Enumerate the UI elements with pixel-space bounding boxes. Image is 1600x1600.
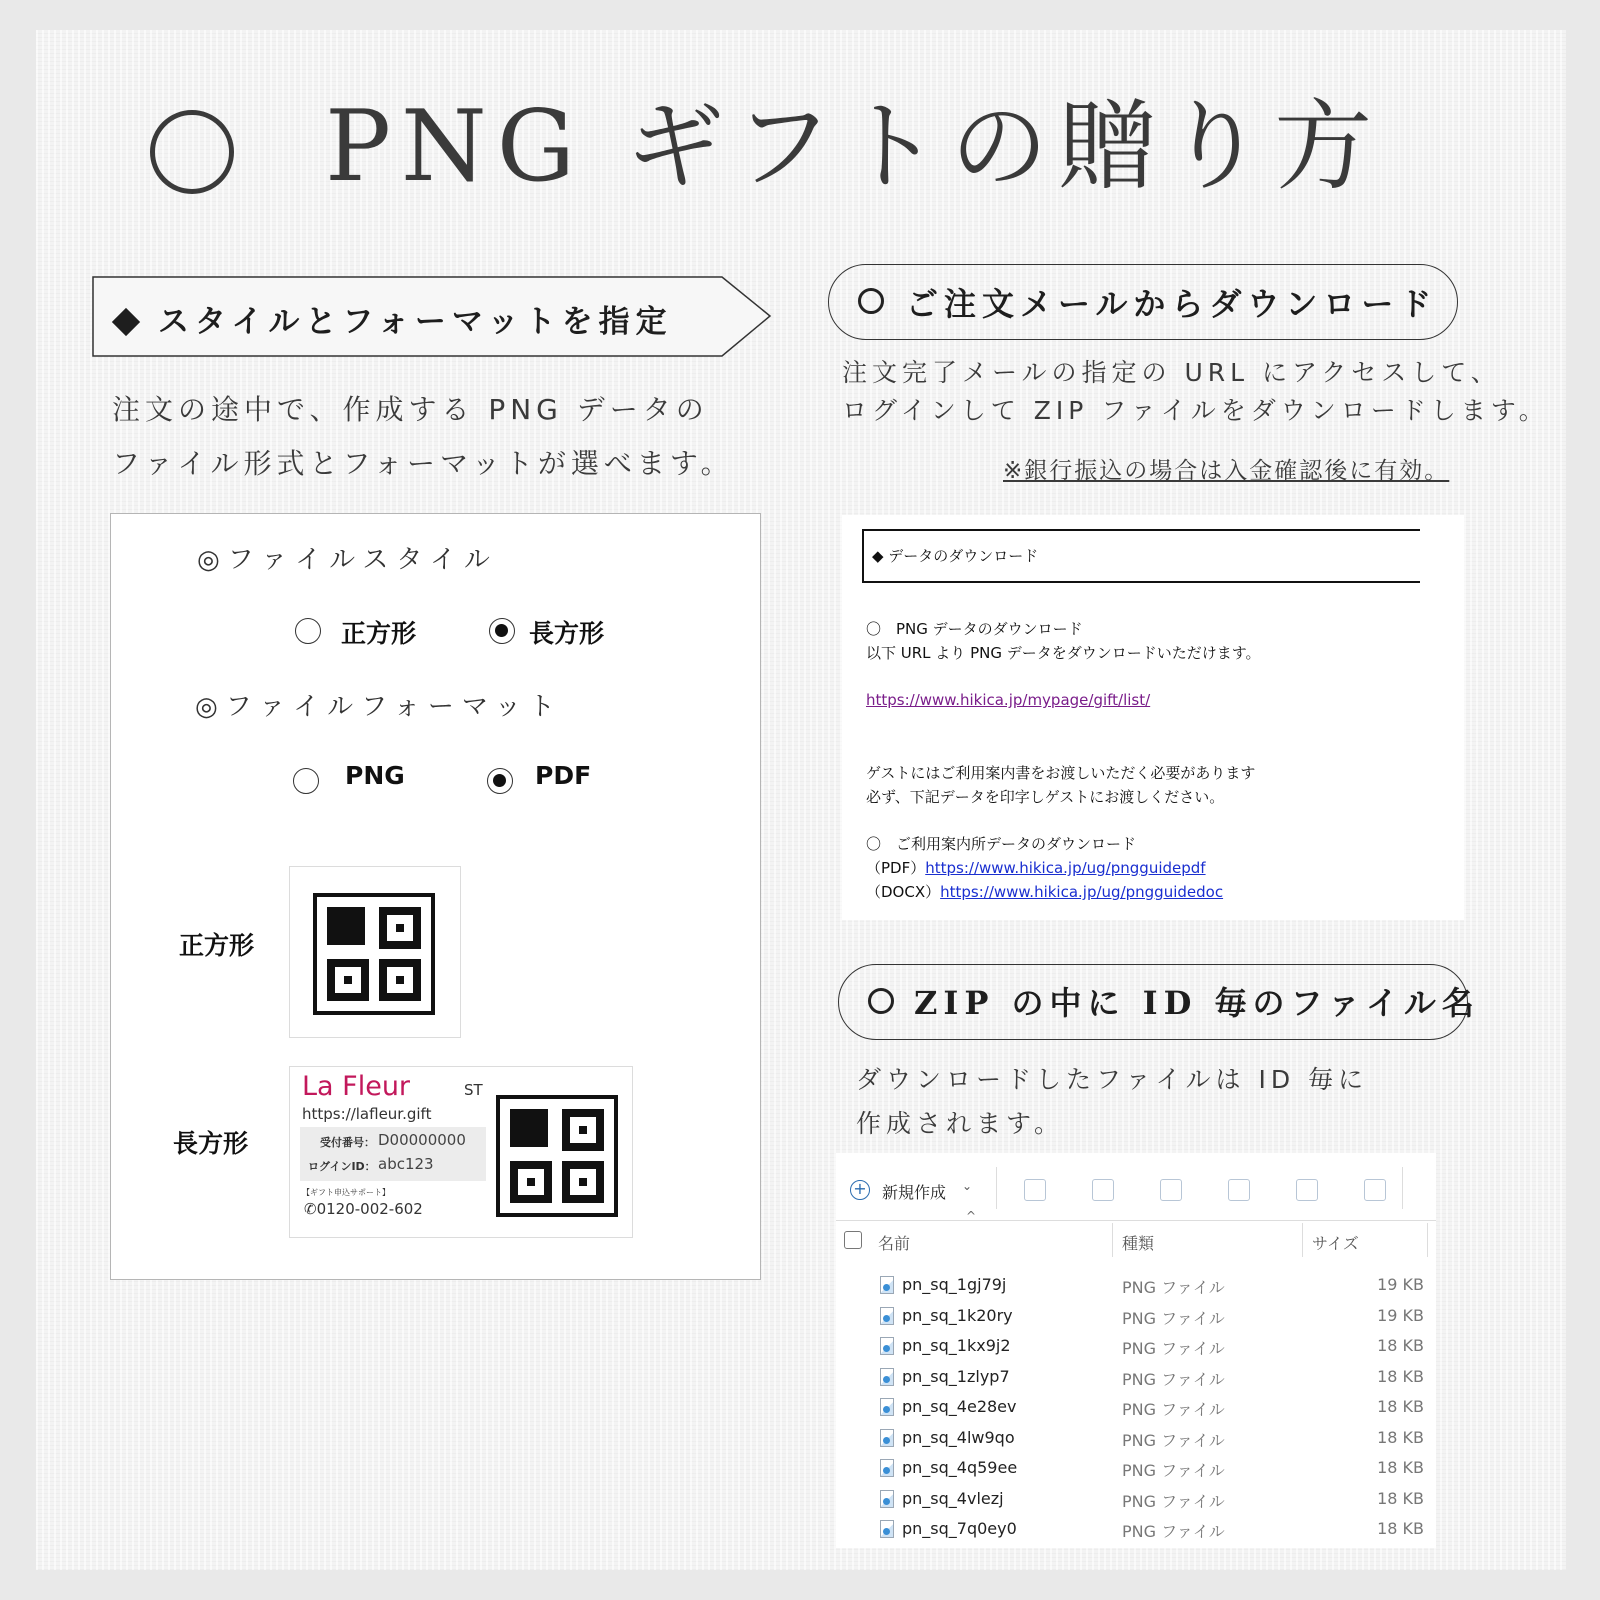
- cut-icon[interactable]: [1024, 1179, 1046, 1201]
- file-name: pn_sq_4vlezj: [902, 1488, 1004, 1508]
- file-type: PNG ファイル: [1122, 1339, 1225, 1358]
- pdf-guide-row: （PDF）https://www.hikica.jp/ug/pngguidepdf: [866, 859, 1206, 877]
- png-file-icon: [880, 1490, 894, 1508]
- docx-guide-row: （DOCX）https://www.hikica.jp/ug/pngguidedoc: [866, 883, 1224, 901]
- settings-panel: [110, 513, 761, 1280]
- title-circle-icon: [150, 110, 234, 194]
- style-format-heading: スタイルとフォーマットを指定: [112, 296, 673, 341]
- file-format-heading: ◎ファイルフォーマット: [195, 692, 563, 722]
- style-label-square: 正方形: [341, 619, 417, 648]
- brand-logo: La Fleur: [302, 1071, 411, 1102]
- format-radio-png[interactable]: [293, 768, 319, 794]
- login-id-label: ログインID：: [308, 1160, 376, 1173]
- paste-icon[interactable]: [1160, 1179, 1182, 1201]
- file-type: PNG ファイル: [1122, 1522, 1225, 1541]
- circle-icon: [858, 288, 884, 314]
- png-file-icon: [880, 1520, 894, 1538]
- file-explorer: [836, 1153, 1436, 1548]
- png-file-icon: [880, 1276, 894, 1294]
- download-description: 注文完了メールの指定の URL にアクセスして、 ログインして ZIP ファイルをダウンロードします。: [842, 358, 1549, 425]
- file-type: PNG ファイル: [1122, 1369, 1225, 1389]
- support-label: 【ギフト申込サポート】: [302, 1188, 390, 1197]
- docx-guide-link[interactable]: https://www.hikica.jp/ug/pngguidedoc: [940, 883, 1224, 901]
- file-type: PNG ファイル: [1122, 1430, 1225, 1450]
- style-format-description: 注文の途中で、作成する PNG データの ファイル形式とフォーマットが選べます。: [112, 393, 734, 480]
- file-type: PNG ファイル: [1122, 1491, 1225, 1511]
- file-style-heading: ◎ファイルスタイル: [197, 545, 498, 575]
- square-sample-label: 正方形: [179, 931, 255, 960]
- file-type: PNG ファイル: [1122, 1278, 1225, 1297]
- style-badge: ST: [464, 1081, 483, 1099]
- new-button-label: 新規作成: [882, 1183, 947, 1202]
- column-size[interactable]: サイズ: [1312, 1234, 1359, 1253]
- file-row[interactable]: [836, 1336, 1436, 1362]
- login-id-value: abc123: [378, 1155, 434, 1173]
- png-download-link[interactable]: https://www.hikica.jp/mypage/gift/list/: [866, 691, 1151, 709]
- pdf-guide-link[interactable]: https://www.hikica.jp/ug/pngguidepdf: [925, 859, 1206, 877]
- email-section-header: ◆ データのダウンロード: [872, 547, 1039, 565]
- guest-notice-line2: 必ず、下記データを印字しゲストにお渡しください。: [866, 788, 1225, 806]
- png-download-title: 〇 PNG データのダウンロード: [866, 620, 1083, 638]
- file-type: PNG ファイル: [1122, 1461, 1225, 1480]
- column-name[interactable]: 名前: [878, 1234, 911, 1253]
- png-file-icon: [880, 1429, 894, 1447]
- file-size: 18 KB: [1377, 1488, 1424, 1508]
- circle-icon: [868, 988, 894, 1014]
- style-radio-rect[interactable]: [489, 618, 515, 644]
- file-row[interactable]: [836, 1367, 1436, 1393]
- file-row[interactable]: [836, 1275, 1436, 1301]
- square-card: [289, 866, 461, 1038]
- file-row[interactable]: [836, 1458, 1436, 1484]
- qr-code-icon: [496, 1095, 618, 1217]
- file-name: pn_sq_1kx9j2: [902, 1336, 1011, 1355]
- file-name: pn_sq_4lw9qo: [902, 1427, 1015, 1447]
- format-label-png: PNG: [345, 761, 405, 790]
- file-row[interactable]: [836, 1428, 1436, 1454]
- file-name: pn_sq_4q59ee: [902, 1458, 1018, 1477]
- style-label-rect: 長方形: [529, 619, 605, 648]
- email-screenshot: [842, 515, 1464, 920]
- file-size: 19 KB: [1377, 1305, 1424, 1325]
- file-size: 19 KB: [1377, 1275, 1424, 1294]
- chevron-down-icon: ⌄: [962, 1179, 973, 1193]
- guest-notice-line1: ゲストにはご利用案内書をお渡しいただく必要があります: [866, 764, 1256, 782]
- rename-icon[interactable]: [1228, 1179, 1250, 1201]
- file-size: 18 KB: [1377, 1336, 1424, 1355]
- rect-card: [289, 1066, 633, 1238]
- select-all-checkbox[interactable]: [844, 1231, 862, 1249]
- style-radio-square[interactable]: [295, 618, 321, 644]
- file-name: pn_sq_1zlyp7: [902, 1366, 1010, 1386]
- copy-icon[interactable]: [1092, 1179, 1114, 1201]
- file-row[interactable]: [836, 1519, 1436, 1545]
- support-phone: ✆0120-002-602: [304, 1200, 423, 1218]
- bank-transfer-note: ※銀行振込の場合は入金確認後に有効。: [1003, 458, 1450, 484]
- file-row[interactable]: [836, 1397, 1436, 1423]
- file-name: pn_sq_1gj79j: [902, 1275, 1007, 1294]
- png-file-icon: [880, 1307, 894, 1325]
- zip-heading: ZIP の中に ID 毎のファイル名: [914, 984, 1480, 1022]
- file-name: pn_sq_1k20ry: [902, 1305, 1013, 1325]
- column-type[interactable]: 種類: [1122, 1234, 1155, 1253]
- file-size: 18 KB: [1377, 1519, 1424, 1538]
- order-number-value: D00000000: [378, 1131, 466, 1149]
- file-name: pn_sq_4e28ev: [902, 1397, 1017, 1416]
- guide-download-title: 〇 ご利用案内所データのダウンロード: [866, 835, 1137, 853]
- delete-icon[interactable]: [1364, 1179, 1386, 1201]
- download-heading: ご注文メールからダウンロード: [906, 285, 1438, 323]
- file-size: 18 KB: [1377, 1397, 1424, 1416]
- png-file-icon: [880, 1368, 894, 1386]
- page-title: PNG ギフトの贈り方: [325, 90, 1383, 204]
- file-type: PNG ファイル: [1122, 1308, 1225, 1328]
- file-row[interactable]: [836, 1489, 1436, 1515]
- file-size: 18 KB: [1377, 1458, 1424, 1477]
- zip-description: ダウンロードしたファイルは ID 毎に 作成されます。: [856, 1065, 1369, 1138]
- credential-box: [300, 1127, 486, 1181]
- png-file-icon: [880, 1459, 894, 1477]
- file-name: pn_sq_7q0ey0: [902, 1519, 1017, 1538]
- file-row[interactable]: [836, 1306, 1436, 1332]
- file-type: PNG ファイル: [1122, 1400, 1225, 1419]
- png-file-icon: [880, 1337, 894, 1355]
- brand-url: https://lafleur.gift: [302, 1105, 432, 1123]
- order-number-label: 受付番号：: [320, 1136, 375, 1149]
- file-size: 18 KB: [1377, 1427, 1424, 1447]
- plus-icon: +: [850, 1180, 870, 1200]
- diamond-icon: [112, 307, 140, 335]
- qr-code-icon: [313, 893, 435, 1015]
- format-radio-pdf[interactable]: [487, 768, 513, 794]
- file-size: 18 KB: [1377, 1366, 1424, 1386]
- format-label-pdf: PDF: [535, 761, 592, 790]
- share-icon[interactable]: [1296, 1179, 1318, 1201]
- png-download-desc: 以下 URL より PNG データをダウンロードいただけます。: [866, 644, 1261, 662]
- rect-sample-label: 長方形: [173, 1129, 249, 1158]
- png-file-icon: [880, 1398, 894, 1416]
- phone-icon: ✆: [304, 1200, 317, 1218]
- sort-up-icon: ^: [966, 1209, 977, 1223]
